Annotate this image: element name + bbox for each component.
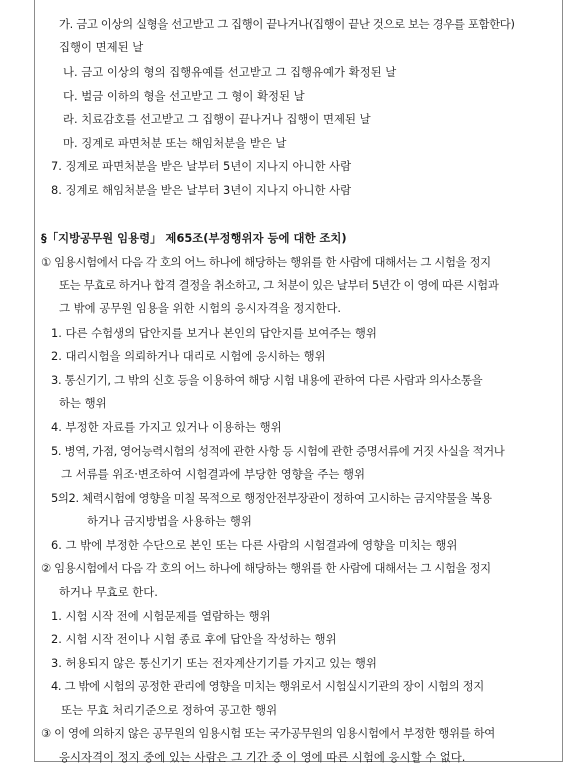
- document-frame: [34, 0, 563, 762]
- text-line-17: 4. 부정한 자료를 가지고 있거나 이용하는 행위: [51, 420, 282, 434]
- text-line-19: 그 서류를 위조·변조하여 시험결과에 부당한 영향을 주는 행위: [61, 467, 366, 481]
- text-line-18: 5. 병역, 가점, 영어능력시험의 성적에 관한 사항 등 시험에 관한 증명서류에 거짓 사실을 적거나: [51, 444, 505, 458]
- text-line-14: 2. 대리시험을 의뢰하거나 대리로 시험에 응시하는 행위: [51, 349, 326, 363]
- text-line-21: 하거나 금지방법을 사용하는 행위: [87, 514, 252, 528]
- text-line-8: 8. 징계로 해임처분을 받은 날부터 3년이 지나지 아니한 사람: [51, 183, 352, 197]
- text-line-27: 3. 허용되지 않은 통신기기 또는 전자계산기기를 가지고 있는 행위: [51, 656, 377, 670]
- text-line-13: 1. 다른 수험생의 답안지를 보거나 본인의 답안지를 보여주는 행위: [51, 326, 377, 340]
- text-line-6: 마. 징계로 파면처분 또는 해임처분을 받은 날: [63, 136, 287, 150]
- text-line-16: 하는 행위: [59, 396, 107, 410]
- text-line-3: 나. 금고 이상의 형의 집행유예를 선고받고 그 집행유예가 확정된 날: [63, 65, 397, 79]
- text-line-4: 다. 벌금 이하의 형을 선고받고 그 형이 확정된 날: [63, 89, 305, 103]
- text-line-22: 6. 그 밖에 부정한 수단으로 본인 또는 다른 사람의 시험결과에 영향을 미치는 행위: [51, 538, 458, 552]
- text-line-12: 그 밖에 공무원 임용을 위한 시험의 응시자격을 정지한다.: [59, 301, 342, 315]
- text-line-15: 3. 통신기기, 그 밖의 신호 등을 이용하여 해당 시험 내용에 관하여 다른 사람과 의사소통을: [51, 373, 483, 387]
- text-line-30: ③ 이 영에 의하지 않은 공무원의 임용시험 또는 국가공무원의 임용시험에서 부정한 행위를 하여: [41, 726, 495, 740]
- text-line-1: 가. 금고 이상의 실형을 선고받고 그 집행이 끝나거나(집행이 끝난 것으로 보는 경우를 포함한다): [59, 17, 515, 31]
- text-line-5: 라. 치료감호를 선고받고 그 집행이 끝나거나 집행이 면제된 날: [63, 112, 371, 126]
- text-line-25: 1. 시험 시작 전에 시험문제를 열람하는 행위: [51, 609, 271, 623]
- text-line-11: 또는 무효로 하거나 합격 결정을 취소하고, 그 처분이 있은 날부터 5년간 이 영에 따른 시험과: [59, 278, 499, 292]
- text-line-10: ① 임용시험에서 다음 각 호의 어느 하나에 해당하는 행위를 한 사람에 대해서는 그 시험을 정지: [41, 255, 491, 269]
- text-line-2: 집행이 면제된 날: [59, 40, 144, 54]
- text-line-26: 2. 시험 시작 전이나 시험 종료 후에 답안을 작성하는 행위: [51, 632, 337, 646]
- text-line-20: 5의2. 체력시험에 영향을 미칠 목적으로 행정안전부장관이 정하여 고시하는 금지약물을 복용: [51, 491, 492, 505]
- text-line-23: ② 임용시험에서 다음 각 호의 어느 하나에 해당하는 행위를 한 사람에 대해서는 그 시험을 정지: [41, 561, 491, 575]
- text-line-29: 또는 무효 처리기준으로 정하여 공고한 행위: [61, 703, 278, 717]
- text-line-31: 응시자격이 정지 중에 있는 사람은 그 기간 중 이 영에 따른 시험에 응시할 수 없다.: [59, 750, 466, 764]
- text-line-7: 7. 징계로 파면처분을 받은 날부터 5년이 지나지 아니한 사람: [51, 159, 352, 173]
- section-heading: §「지방공무원 임용령」 제65조(부정행위자 등에 대한 조치): [41, 231, 347, 245]
- text-line-28: 4. 그 밖에 시험의 공정한 관리에 영향을 미치는 행위로서 시험실시기관의 장이 시험의 정지: [51, 679, 484, 693]
- text-line-24: 하거나 무효로 한다.: [59, 585, 158, 599]
